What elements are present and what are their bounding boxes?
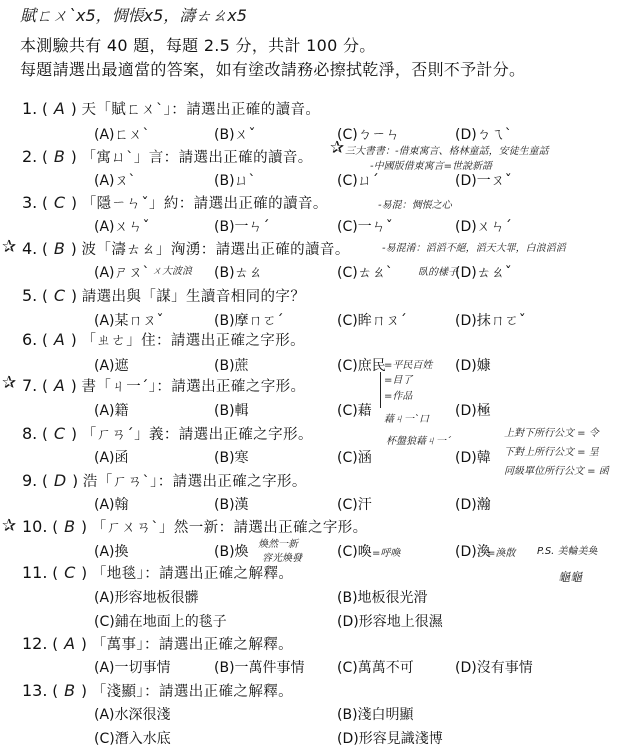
question-number: 13.: [22, 681, 48, 700]
handwritten-note: ㄨ大波浪: [152, 266, 192, 277]
option-a[interactable]: (A)籍: [94, 403, 129, 419]
question-number: 8.: [22, 424, 38, 443]
handwritten-note: 下對上所行公文 = 呈: [504, 447, 599, 458]
option-a[interactable]: (A)形容地板很髒: [94, 590, 199, 606]
option-a[interactable]: (A)換: [94, 544, 129, 560]
option-c[interactable]: (C)喚: [337, 544, 372, 560]
option-c[interactable]: (C)涵: [337, 450, 372, 466]
question-number: 11.: [22, 563, 48, 582]
handwritten-note: 三大書書：-借東寓言、格林童話，安徒生童話: [345, 146, 549, 157]
option-b[interactable]: (B)蔗: [214, 358, 249, 374]
instruction-line-1: 本測驗共有 40 題，每題 2.5 分，共計 100 分。: [20, 36, 376, 55]
star-mark: ✰: [2, 373, 17, 393]
handwritten-note: 煥然一新: [258, 539, 298, 550]
answer-mark[interactable]: B: [53, 239, 65, 258]
option-b[interactable]: (B)摩ㄇㄛˊ: [214, 313, 284, 329]
question-row: 11. ( C ) 「地毯」：請選出正確之解釋。: [22, 563, 294, 582]
instruction-line-2: 每題請選出最適當的答案，如有塗改請務必擦拭乾淨，否則不予計分。: [20, 60, 526, 79]
answer-mark[interactable]: C: [64, 563, 76, 582]
option-a[interactable]: (A)翰: [94, 497, 129, 513]
handwritten-title: 賦ㄈㄨˋx5，惆悵x5，濤ㄊㄠx5: [20, 6, 247, 25]
answer-mark[interactable]: A: [53, 376, 65, 395]
option-d[interactable]: (D)抹ㄇㄛˇ: [455, 313, 526, 329]
question-number: 2.: [22, 147, 38, 166]
option-c[interactable]: (C)潛入水底: [94, 731, 171, 747]
handwritten-note: =作品: [384, 391, 413, 402]
option-c[interactable]: (C)ㄩˊ: [337, 173, 379, 189]
option-a[interactable]: (A)ㄈㄨˋ: [94, 127, 150, 143]
option-c[interactable]: (C)庶民: [337, 358, 386, 374]
option-d[interactable]: (D)形容見識淺博: [337, 731, 443, 747]
option-d[interactable]: (D)渙: [455, 544, 491, 560]
option-b[interactable]: (B)地板很光滑: [337, 590, 428, 606]
option-b[interactable]: (B)一萬件事情: [214, 660, 305, 676]
option-c[interactable]: (C)藉: [337, 403, 372, 419]
question-row: 12. ( A ) 「萬事」：請選出正確之解釋。: [22, 634, 294, 653]
question-row: 7. ( A ) 書「ㄐ一ˊ」：請選出正確之字形。: [22, 376, 306, 395]
option-a[interactable]: (A)一切事情: [94, 660, 171, 676]
handwritten-note: =渙散: [487, 548, 516, 559]
question-row: 9. ( D ) 浩「ㄏㄢˋ」：請選出正確之字形。: [22, 471, 307, 490]
option-d[interactable]: (D)韓: [455, 450, 491, 466]
question-text: 「ㄏㄢˊ」義：請選出正確之字形。: [81, 427, 313, 443]
question-row: 13. ( B ) 「淺顯」：請選出正確之解釋。: [22, 681, 294, 700]
handwritten-note: P.S. 美輪美奐: [537, 546, 598, 557]
handwritten-note: =平民百姓: [384, 360, 433, 371]
option-a[interactable]: (A)ㄡˋ: [94, 173, 136, 189]
option-c[interactable]: (C)眸ㄇㄡˊ: [337, 313, 407, 329]
option-b[interactable]: (B)輯: [214, 403, 249, 419]
option-a[interactable]: (A)ㄨㄣˇ: [94, 219, 150, 235]
answer-mark[interactable]: A: [64, 634, 76, 653]
handwritten-note: -易混：惆悵之心: [378, 200, 452, 211]
option-d[interactable]: (D)ㄨㄣˊ: [455, 219, 512, 235]
answer-mark[interactable]: B: [64, 681, 76, 700]
star-mark: ✰: [2, 516, 17, 536]
question-text: 「寓ㄩˋ」言：請選出正確的讀音。: [81, 150, 313, 166]
answer-mark[interactable]: C: [53, 193, 66, 212]
question-number: 1.: [22, 99, 38, 118]
option-b[interactable]: (B)ㄊㄠ: [214, 265, 263, 281]
star-mark: ✰: [2, 237, 17, 257]
question-text: 「萬事」：請選出正確之解釋。: [91, 637, 294, 653]
handwritten-note: 上對下所行公文 = 令: [504, 428, 599, 439]
question-number: 5.: [22, 286, 38, 305]
option-b[interactable]: (B)寒: [214, 450, 249, 466]
option-b[interactable]: (B)ㄩˋ: [214, 173, 256, 189]
option-b[interactable]: (B)煥: [214, 544, 249, 560]
answer-mark[interactable]: B: [53, 147, 65, 166]
question-row: 5. ( C ) 請選出與「謀」生讀音相同的字？: [22, 286, 306, 305]
question-text: 天「賦ㄈㄨˋ」：請選出正確的讀音。: [81, 102, 321, 118]
answer-mark[interactable]: A: [53, 330, 65, 349]
star-mark: ✰: [330, 138, 345, 158]
question-text: 書「ㄐ一ˊ」：請選出正確之字形。: [81, 379, 306, 395]
question-row: 4. ( B ) 波「濤ㄊㄠ」洶湧：請選出正確的讀音。: [22, 239, 350, 258]
option-b[interactable]: (B)淺白明顯: [337, 707, 414, 723]
option-c[interactable]: (C)鋪在地面上的毯子: [94, 614, 227, 630]
handwritten-note: 藉ㄐ一ˋ口: [384, 414, 429, 425]
option-a[interactable]: (A)函: [94, 450, 129, 466]
question-text: 「淺顯」：請選出正確之解釋。: [91, 684, 294, 700]
option-d[interactable]: (D)沒有事情: [455, 660, 533, 676]
option-d[interactable]: (D)一ㄡˇ: [455, 173, 512, 189]
question-text: 「ㄓㄜ」住：請選出正確之字形。: [81, 333, 305, 349]
option-b[interactable]: (B)漢: [214, 497, 249, 513]
option-d[interactable]: (D)嫝: [455, 358, 491, 374]
option-b[interactable]: (B)ㄨˇ: [214, 127, 256, 143]
option-c[interactable]: (C)萬萬不可: [337, 660, 414, 676]
option-d[interactable]: (D)ㄊㄠˇ: [455, 265, 512, 281]
option-d[interactable]: (D)極: [455, 403, 491, 419]
note-bracket: [380, 372, 381, 408]
option-d[interactable]: (D)形容地上很濕: [337, 614, 443, 630]
question-number: 4.: [22, 239, 38, 258]
handwritten-note: -中國版借東寓言=世說新語: [370, 161, 492, 172]
question-number: 9.: [22, 471, 38, 490]
option-c[interactable]: (C)ㄅㄧㄣ: [337, 127, 400, 143]
question-number: 7.: [22, 376, 38, 395]
option-a[interactable]: (A)遮: [94, 358, 129, 374]
handwritten-note: =目了: [384, 375, 413, 386]
question-text: 請選出與「謀」生讀音相同的字？: [81, 289, 306, 305]
question-row: 3. ( C ) 「隱ㄧㄣˇ」約：請選出正確的讀音。: [22, 193, 328, 212]
answer-mark[interactable]: A: [53, 99, 65, 118]
question-row: 2. ( B ) 「寓ㄩˋ」言：請選出正確的讀音。: [22, 147, 313, 166]
question-row: 6. ( A ) 「ㄓㄜ」住：請選出正確之字形。: [22, 330, 305, 349]
handwritten-note: 臥的樣子: [418, 267, 458, 278]
question-number: 10.: [22, 517, 48, 536]
question-row: 10. ( B ) 「ㄏㄨㄢˋ」然一新：請選出正確之字形。: [22, 517, 368, 536]
option-a[interactable]: (A)某ㄇㄡˇ: [94, 313, 164, 329]
option-d[interactable]: (D)瀚: [455, 497, 491, 513]
handwritten-note: -易混淆：滔滔不絕，滔天大罪，白浪滔滔: [382, 243, 566, 254]
handwritten-note: 杯盤狼藉ㄐ一ˊ: [386, 436, 451, 447]
answer-mark[interactable]: D: [53, 471, 67, 490]
question-text: 「ㄏㄨㄢˋ」然一新：請選出正確之字形。: [91, 520, 368, 536]
option-b[interactable]: (B)一ㄣˊ: [214, 219, 270, 235]
option-c[interactable]: (C)ㄊㄠˋ: [337, 265, 393, 281]
answer-mark[interactable]: C: [53, 424, 66, 443]
question-text: 波「濤ㄊㄠ」洶湧：請選出正確的讀音。: [81, 242, 350, 258]
option-a[interactable]: (A)ㄕㄡˋ: [94, 265, 150, 281]
question-row: 1. ( A ) 天「賦ㄈㄨˋ」：請選出正確的讀音。: [22, 99, 321, 118]
handwritten-note: =呼喚: [372, 548, 401, 559]
question-number: 3.: [22, 193, 38, 212]
question-number: 12.: [22, 634, 48, 653]
question-text: 浩「ㄏㄢˋ」：請選出正確之字形。: [82, 474, 307, 490]
option-a[interactable]: (A)水深很淺: [94, 707, 171, 723]
option-c[interactable]: (C)一ㄣˇ: [337, 219, 393, 235]
question-text: 「隱ㄧㄣˇ」約：請選出正確的讀音。: [81, 196, 328, 212]
handwritten-note: 容光煥發: [262, 553, 302, 564]
question-text: 「地毯」：請選出正確之解釋。: [91, 566, 294, 582]
option-c[interactable]: (C)汗: [337, 497, 372, 513]
answer-mark[interactable]: C: [53, 286, 66, 305]
question-row: 8. ( C ) 「ㄏㄢˊ」義：請選出正確之字形。: [22, 424, 313, 443]
handwritten-note: 同級單位所行公文 = 函: [504, 466, 609, 477]
question-number: 6.: [22, 330, 38, 349]
handwritten-note: 龜龜: [558, 570, 583, 584]
option-d[interactable]: (D)ㄅㄟˋ: [455, 127, 512, 143]
answer-mark[interactable]: B: [64, 517, 76, 536]
